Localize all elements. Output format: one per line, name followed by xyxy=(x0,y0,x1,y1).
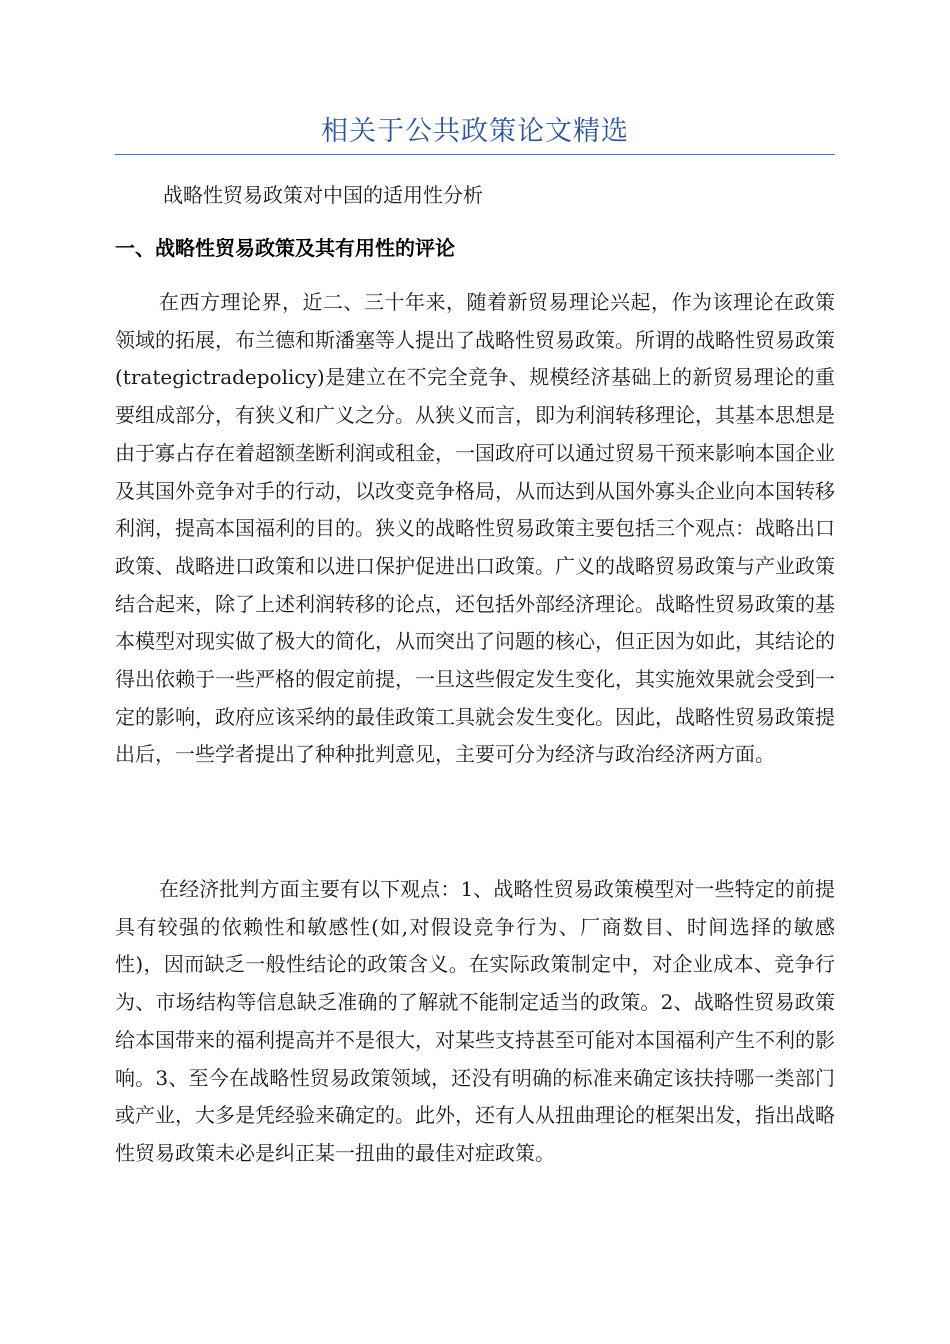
body-paragraph: 在西方理论界，近二、三十年来，随着新贸易理论兴起，作为该理论在政策领域的拓展，布兰德和斯潘塞等人提出了战略性贸易政策。所谓的战略性贸易政策(trategictradepolicy)是建立在不完全竞争、规模经济基础上的新贸易理论的重要组成部分，有狭义和广义之分。从狭义而言，即为利润转移理论，其基本思想是由于寡占存在着超额垄断利润或租金，一国政府可以通过贸易干预来影响本国企业及其国外竞争对手的行动，以改变竞争格局，从而达到从国外寡头企业向本国转移利润，提高本国福利的目的。狭义的战略性贸易政策主要包括三个观点：战略出口政策、战略进口政策和以进口保护促进出口政策。广义的战略贸易政策与产业政策结合起来，除了上述利润转移的论点，还包括外部经济理论。战略性贸易政策的基本模型对现实做了极大的简化，从而突出了问题的核心，但正因为如此，其结论的得出依赖于一些严格的假定前提，一旦这些假定发生变化，其实施效果就会受到一定的影响，政府应该采纳的最佳政策工具就会发生变化。因此，战略性贸易政策提出后，一些学者提出了种种批判意见，主要可分为经济与政治经济两方面。 xyxy=(115,290,835,767)
body-paragraph: 在经济批判方面主要有以下观点：1、战略性贸易政策模型对一些特定的前提具有较强的依赖性和敏感性(如,对假设竞争行为、厂商数目、时间选择的敏感性)，因而缺乏一般性结论的政策含义。在实际政策制定中，对企业成本、竞争行为、市场结构等信息缺乏准确的了解就不能制定适当的政策。2、战略性贸易政策给本国带来的福利提高并不是很大，对某些支持甚至可能对本国福利产生不利的影响。3、至今在战略性贸易政策领域，还没有明确的标准来确定该扶持哪一类部门或产业，大多是凭经验来确定的。此外，还有人从扭曲理论的框架出发，指出战略性贸易政策未必是纠正某一扭曲的最佳对症政策。 xyxy=(115,877,835,1165)
document-title: 相关于公共政策论文精选 xyxy=(321,116,629,147)
document-subtitle: 战略性贸易政策对中国的适用性分析 xyxy=(163,183,483,207)
section-heading: 一、战略性贸易政策及其有用性的评论 xyxy=(115,236,455,260)
title-underline xyxy=(115,154,835,155)
